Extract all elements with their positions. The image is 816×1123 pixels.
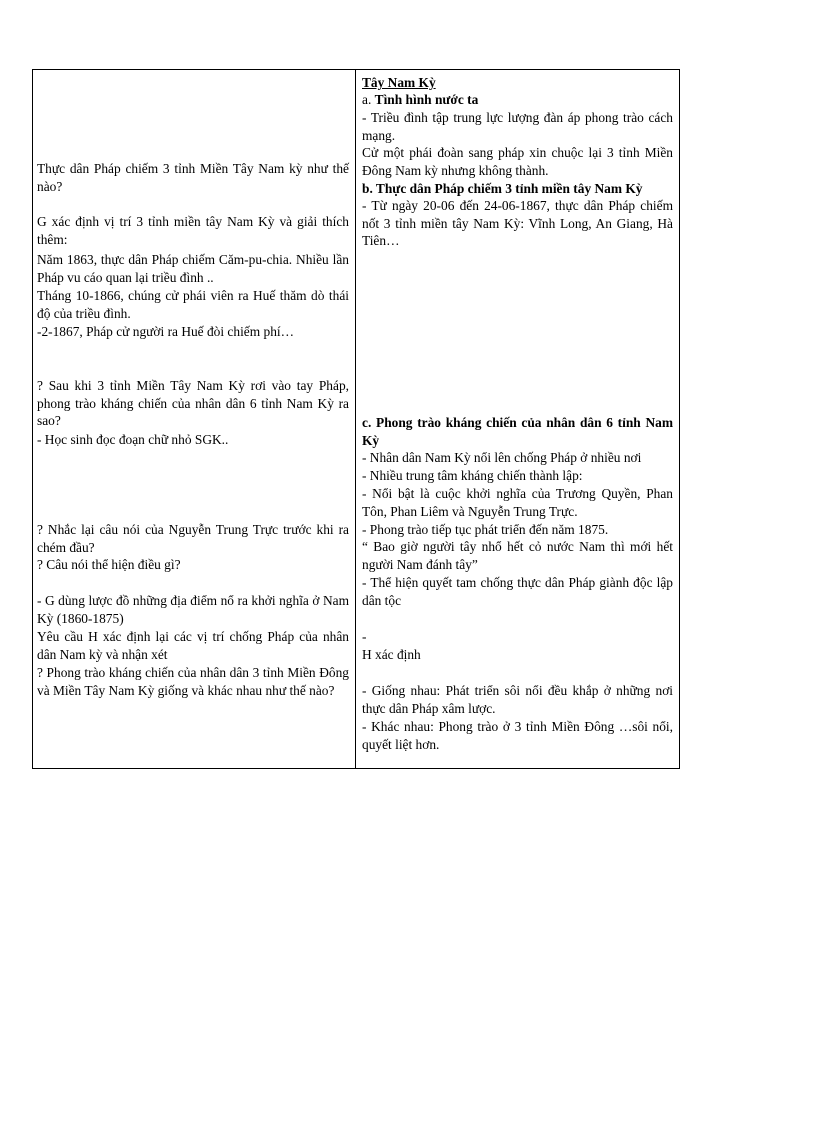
section-heading: Tây Nam Kỳ xyxy=(362,75,436,90)
question-occupation: Thực dân Pháp chiếm 3 tỉnh Miền Tây Nam kỳ như thế nào? xyxy=(37,161,349,194)
lesson-table xyxy=(32,69,680,769)
section-b-title: b. Thực dân Pháp chiếm 3 tỉnh miền tây Nam Kỳ xyxy=(362,181,643,196)
question-compare: ? Phong trào kháng chiến của nhân dân 3 tỉnh Miền Đông và Miền Tây Nam Kỳ giống và khác nhau như thế nào? xyxy=(37,665,349,698)
question-quote: ? Nhắc lại câu nói của Nguyễn Trung Trực trước khi ra chém đầu? xyxy=(37,522,349,555)
dash-marker: - xyxy=(362,629,367,644)
teacher-note-locate-sites: Yêu cầu H xác định lại các vị trí chống Pháp của nhân dân Nam kỳ và nhận xét xyxy=(37,629,349,662)
section-c-title: c. Phong trào kháng chiến của nhân dân 6 tỉnh Nam Kỳ xyxy=(362,415,673,448)
section-c-point-3: - Nổi bật là cuộc khởi nghĩa của Trương Quyền, Phan Tôn, Phan Liêm và Nguyễn Trung Trực. xyxy=(362,486,673,519)
student-reading: - Học sinh đọc đoạn chữ nhỏ SGK.. xyxy=(37,432,229,447)
section-c-point-2: - Nhiều trung tâm kháng chiến thành lập: xyxy=(362,468,583,483)
section-a-point-2: Cử một phái đoàn sang pháp xin chuộc lại 3 tỉnh Miền Đông Nam kỳ nhưng không thành. xyxy=(362,145,673,178)
section-a-title xyxy=(356,91,679,109)
section-b-point-1: - Từ ngày 20-06 đến 24-06-1867, thực dân Pháp chiếm nốt 3 tỉnh miền tây Nam Kỳ: Vĩnh Long, An Giang, Hà Tiên… xyxy=(362,198,673,249)
student-identify: H xác định xyxy=(362,647,421,662)
similarity-note: - Giống nhau: Phát triển sôi nổi đều khắp ở những nơi thực dân Pháp xâm lược. xyxy=(362,683,673,716)
teacher-note-1863: Năm 1863, thực dân Pháp chiếm Căm-pu-chia. Nhiều lần Pháp vu cáo quan lại triều đình .. xyxy=(37,252,349,285)
section-a-point-1: - Triều đình tập trung lực lượng đàn áp phong trào cách mạng. xyxy=(362,110,673,143)
teacher-note-locate: G xác định vị trí 3 tỉnh miền tây Nam Kỳ và giải thích thêm: xyxy=(37,214,349,247)
teacher-note-map: - G dùng lược đồ những địa điểm nổ ra khởi nghĩa ở Nam Kỳ (1860-1875) xyxy=(37,593,349,626)
question-meaning: ? Câu nói thể hiện điều gì? xyxy=(37,557,181,572)
section-a-label: Tình hình nước ta xyxy=(374,92,479,107)
teacher-note-1866: Tháng 10-1866, chúng cử phái viên ra Huế thăm dò thái độ của triều đình. xyxy=(37,288,349,321)
section-c-point-1: - Nhân dân Nam Kỳ nổi lên chống Pháp ở nhiều nơi xyxy=(362,450,642,465)
question-resistance: ? Sau khi 3 tỉnh Miền Tây Nam Kỳ rơi vào tay Pháp, phong trào kháng chiến của nhân dân 6 tỉnh Nam Kỳ ra sao? xyxy=(37,378,349,429)
section-c-point-5: - Thể hiện quyết tam chống thực dân Pháp giành độc lập dân tộc xyxy=(362,575,673,608)
section-c-point-4: - Phong trào tiếp tục phát triển đến năm 1875. xyxy=(362,522,609,537)
quote-nguyen-trung-truc: “ Bao giờ người tây nhổ hết cỏ nước Nam thì mới hết người Nam đánh tây” xyxy=(362,539,673,572)
section-a-prefix: a. xyxy=(362,92,375,107)
difference-note: - Khác nhau: Phong trào ở 3 tỉnh Miền Đông …sôi nổi, quyết liệt hơn. xyxy=(362,719,673,752)
teacher-note-1867: -2-1867, Pháp cử người ra Huế đòi chiếm phí… xyxy=(37,324,294,339)
